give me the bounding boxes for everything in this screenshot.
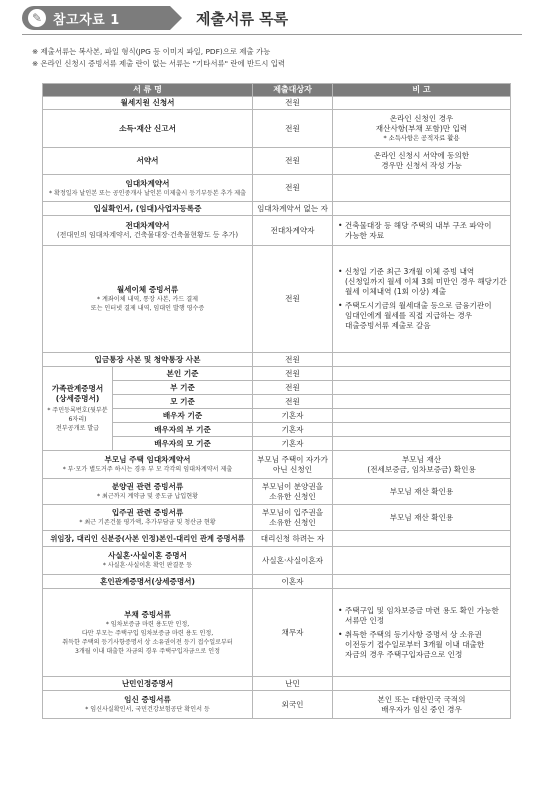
- header: [0, 0, 544, 40]
- section-badge-label: 참고자료 1: [53, 12, 120, 28]
- notes: [32, 46, 285, 70]
- family-basis: 본인 기준: [113, 367, 253, 381]
- document-name: 분양권 관련 증빙서류 * 최근까지 계약금 및 중도금 납입현황: [43, 479, 253, 505]
- remark: 부모님 재산 확인용: [333, 505, 511, 531]
- table-header-row: [43, 84, 511, 97]
- document-name: 부모님 주택 임대차계약서 * 부·모가 별도거주 하시는 경우 부 모 각각의 임대차계약서 제출: [43, 451, 253, 479]
- table-row: [43, 547, 511, 575]
- table-row: [43, 575, 511, 589]
- target: 부모님이 분양권을 소유한 신청인: [253, 479, 333, 505]
- documents-table: [42, 83, 511, 719]
- remark: [333, 353, 511, 367]
- document-name: 난민인정증명서: [43, 677, 253, 691]
- target: 부모님이 입주권을 소유한 신청인: [253, 505, 333, 531]
- remark: 부모님 재산 확인용: [333, 479, 511, 505]
- document-name: 월세지원 신청서: [43, 97, 253, 110]
- column-header: 비 고: [333, 84, 511, 97]
- remark: • 주택구입 및 임차보증금 마련 용도 확인 가능한 서류만 인정 • 취득한 주택의 등기사항 증명서 상 소유권 이전등기 접수일로부터 3개월 이내 대출한 자금의 경우 주택구입자금으로 인정: [333, 589, 511, 677]
- table-row: [43, 423, 511, 437]
- family-basis: 배우자의 모 기준: [113, 437, 253, 451]
- target: 채무자: [253, 589, 333, 677]
- table-row: [43, 677, 511, 691]
- target: 전원: [253, 395, 333, 409]
- section-badge: [22, 6, 170, 30]
- remark: • 신청일 기준 최근 3개월 이체 증빙 내역(신청일까지 월세 이체 3회 미만인 경우 해당기간 월세 이체내역 (1회 이상) 제출 • 주택도시기금의 월세대출 등으로 금융기관이 임대인에게 월세를 직접 지급하는 경우 대출증빙서류 제출로 갈음: [333, 246, 511, 353]
- column-header: 제출대상자: [253, 84, 333, 97]
- remark: [333, 97, 511, 110]
- header-divider: [22, 34, 522, 35]
- remark: [333, 575, 511, 589]
- target: 전원: [253, 110, 333, 148]
- family-basis: 부 기준: [113, 381, 253, 395]
- remark: [333, 381, 511, 395]
- family-basis: 배우자 기준: [113, 409, 253, 423]
- document-name: 서약서: [43, 148, 253, 175]
- document-name: 월세이체 증빙서류 * 계좌이체 내역, 통장 사본, 카드 결제 또는 인터넷 결제 내역, 임대인 발행 영수증: [43, 246, 253, 353]
- document-name: 가족관계증명서 (상세증명서) * 주민등록번호(뒷부분 6자리) 전부공개로 발급: [43, 367, 113, 451]
- remark: [333, 531, 511, 547]
- target: 전원: [253, 367, 333, 381]
- remark: [333, 202, 511, 216]
- remark: [333, 547, 511, 575]
- document-name: 입주권 관련 증빙서류 * 최근 기존건물 평가액, 추가부담금 및 청산금 현황: [43, 505, 253, 531]
- document-name: 입실확인서, (임대)사업자등록증: [43, 202, 253, 216]
- remark: [333, 437, 511, 451]
- table-row: [43, 110, 511, 148]
- remark: [333, 395, 511, 409]
- remark: 온라인 신청시 서약에 동의한 경우만 신청서 작성 가능: [333, 148, 511, 175]
- family-basis: 배우자의 부 기준: [113, 423, 253, 437]
- remark: 부모님 재산 (전세보증금, 임차보증금) 확인용: [333, 451, 511, 479]
- target: 전원: [253, 353, 333, 367]
- target: 사실혼·사실이혼자: [253, 547, 333, 575]
- document-name: 임대차계약서 * 확정일자 날인본 또는 공인중개사 날인본 미제출시 등기부등본 추가 제출: [43, 175, 253, 202]
- document-name: 부채 증빙서류 * 임차보증금 마련 용도만 인정, 다만 부모는 주택구입 임차보증금 마련 용도 인정, 취득한 주택의 등기사항증명서 상 소유권이전 등기 접수일로부터 3개월 이내 대출한 자금의 경우 주택구입자금으로 인정: [43, 589, 253, 677]
- table-row: [43, 175, 511, 202]
- target: 전원: [253, 175, 333, 202]
- pencil-icon: ✎: [28, 9, 46, 27]
- table-row: [43, 451, 511, 479]
- remark: [333, 423, 511, 437]
- target: 기혼자: [253, 423, 333, 437]
- document-name: 혼인관계증명서(상세증명서): [43, 575, 253, 589]
- remark: 본인 또는 대한민국 국적의 배우자가 임신 중인 경우: [333, 691, 511, 719]
- page-title: 제출서류 목록: [196, 10, 289, 28]
- table-row: [43, 216, 511, 246]
- note-line: ※ 온라인 신청시 증빙서류 제출 란이 없는 서류는 "기타서류" 란에 반드시 입력: [32, 59, 286, 68]
- target: 이혼자: [253, 575, 333, 589]
- table-row: [43, 409, 511, 423]
- target: 전원: [253, 381, 333, 395]
- document-name: 사실혼·사실이혼 증명서 * 사실혼·사실이혼 확인 판결문 등: [43, 547, 253, 575]
- target: 외국인: [253, 691, 333, 719]
- table-row: [43, 148, 511, 175]
- target: 전원: [253, 97, 333, 110]
- table-row: [43, 202, 511, 216]
- remark: [333, 367, 511, 381]
- target: 기혼자: [253, 437, 333, 451]
- table-row: [43, 381, 511, 395]
- remark: [333, 677, 511, 691]
- table-row: [43, 367, 511, 381]
- target: 전원: [253, 148, 333, 175]
- table-row: [43, 97, 511, 110]
- remark: • 건축물대장 등 해당 주택의 내부 구조 파악이 가능한 자료: [333, 216, 511, 246]
- note-line: ※ 제출서류는 복사본, 파일 형식(JPG 등 이미지 파일, PDF)으로 제출 가능: [32, 47, 271, 56]
- document-name: 전대차계약서 (전대인의 임대차계약서, 건축물대장·건축물현황도 등 추가): [43, 216, 253, 246]
- table-row: [43, 531, 511, 547]
- target: 대리신청 하려는 자: [253, 531, 333, 547]
- target: 전대차계약자: [253, 216, 333, 246]
- target: 난민: [253, 677, 333, 691]
- column-header: 서 류 명: [43, 84, 253, 97]
- table-row: [43, 505, 511, 531]
- family-basis: 모 기준: [113, 395, 253, 409]
- remark: [333, 175, 511, 202]
- remark: 온라인 신청인 경우 재산사항(부채 포함)만 입력 * 소득사항은 공적자료 활용: [333, 110, 511, 148]
- document-name: 임신 증빙서류 * 임신사실확인서, 국민건강보험공단 확인서 등: [43, 691, 253, 719]
- remark: [333, 409, 511, 423]
- table-row: [43, 353, 511, 367]
- document-name: 소득·재산 신고서: [43, 110, 253, 148]
- table-row: [43, 479, 511, 505]
- target: 기혼자: [253, 409, 333, 423]
- target: 임대차계약서 없는 자: [253, 202, 333, 216]
- table-row: [43, 395, 511, 409]
- document-name: 입금통장 사본 및 청약통장 사본: [43, 353, 253, 367]
- target: 전원: [253, 246, 333, 353]
- table-row: [43, 589, 511, 677]
- target: 부모님 주택이 자가가 아닌 신청인: [253, 451, 333, 479]
- document-name: 위임장, 대리인 신분증(사본 인정)본인-대리인 관계 증명서류: [43, 531, 253, 547]
- table-row: [43, 246, 511, 353]
- table-row: [43, 691, 511, 719]
- table-row: [43, 437, 511, 451]
